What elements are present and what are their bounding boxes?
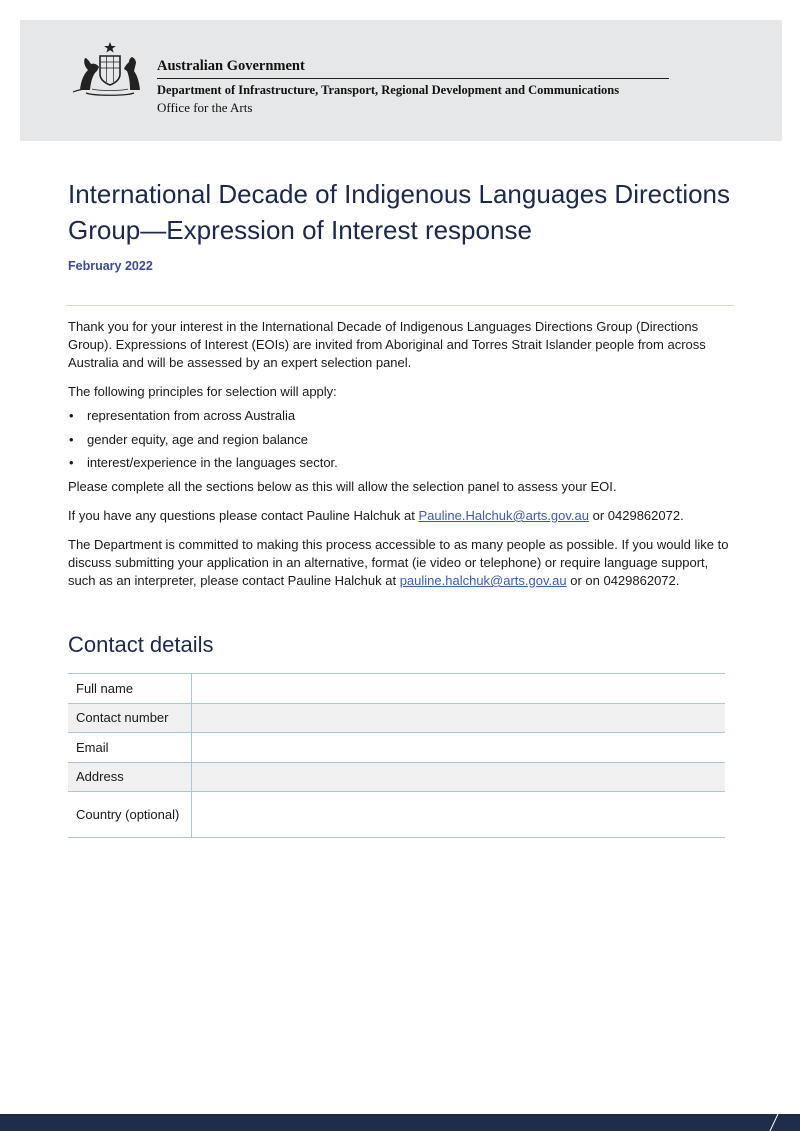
accessibility-paragraph <box>68 536 734 590</box>
contact-details-table <box>68 673 725 838</box>
government-name: Australian Government <box>157 58 305 74</box>
principles-intro: The following principles for selection will apply: <box>68 384 337 399</box>
bullet-icon: • <box>69 455 74 470</box>
contact-email-link[interactable]: Pauline.Halchuk@arts.gov.au <box>418 508 589 523</box>
email-label: Email <box>68 733 192 763</box>
table-row <box>68 703 725 733</box>
address-field[interactable] <box>192 762 726 792</box>
contact-number-field[interactable] <box>192 703 726 733</box>
government-header <box>20 20 782 141</box>
header-rule <box>157 78 669 79</box>
department-name: Department of Infrastructure, Transport, Regional Development and Communications <box>157 83 620 97</box>
bullet-icon: • <box>69 408 74 423</box>
contact-details-heading: Contact details <box>68 632 214 657</box>
principle-text: gender equity, age and region balance <box>87 431 308 447</box>
accessibility-phone-text: or on 0429862072. <box>566 573 680 588</box>
footer-slash-icon <box>766 1114 782 1131</box>
table-row <box>68 674 725 704</box>
table-row <box>68 792 725 838</box>
complete-sections-text: Please complete all the sections below as this will allow the selection panel to assess your EOI. <box>68 479 617 494</box>
accessibility-text: The Department is committed to making this process accessible to as many people as possible. If you would like to discuss submitting your application in an alternative, format (ie video or telephone) or require language support, such as an interpreter, please contact Pauline Halchuk at <box>68 537 729 588</box>
list-item <box>68 431 734 449</box>
questions-phone-text: or 0429862072. <box>589 508 684 523</box>
country-label: Country (optional) <box>68 792 192 838</box>
coat-of-arms-icon <box>70 40 150 98</box>
email-field[interactable] <box>192 733 726 763</box>
principles-list <box>68 407 734 472</box>
contact-number-label: Contact number <box>68 703 192 733</box>
document-title: International Decade of Indigenous Languages Directions Group—Expression of Interest response <box>68 179 731 245</box>
intro-paragraph: Thank you for your interest in the International Decade of Indigenous Languages Directions Group (Directions Group). Expressions of Interest (EOIs) are invited from Aboriginal and Torres Strait Islander people from across Australia and will be assessed by an expert selection panel. <box>68 319 706 370</box>
country-field[interactable] <box>192 792 726 838</box>
address-label: Address <box>68 762 192 792</box>
intro-section <box>68 318 734 601</box>
bullet-icon: • <box>69 431 74 447</box>
list-item <box>68 407 734 425</box>
full-name-label: Full name <box>68 674 192 704</box>
full-name-field[interactable] <box>192 674 726 704</box>
title-divider <box>66 305 734 306</box>
footer-band <box>0 1114 800 1131</box>
office-name: Office for the Arts <box>157 100 253 115</box>
list-item <box>68 454 734 472</box>
principle-text: representation from across Australia <box>87 408 296 423</box>
questions-paragraph <box>68 507 734 525</box>
document-date: February 2022 <box>68 259 153 273</box>
principle-text: interest/experience in the languages sector. <box>87 455 338 470</box>
accessibility-email-link[interactable]: pauline.halchuk@arts.gov.au <box>399 573 567 588</box>
table-row <box>68 762 725 792</box>
table-row <box>68 733 725 763</box>
questions-text: If you have any questions please contact Pauline Halchuk at <box>68 508 419 523</box>
